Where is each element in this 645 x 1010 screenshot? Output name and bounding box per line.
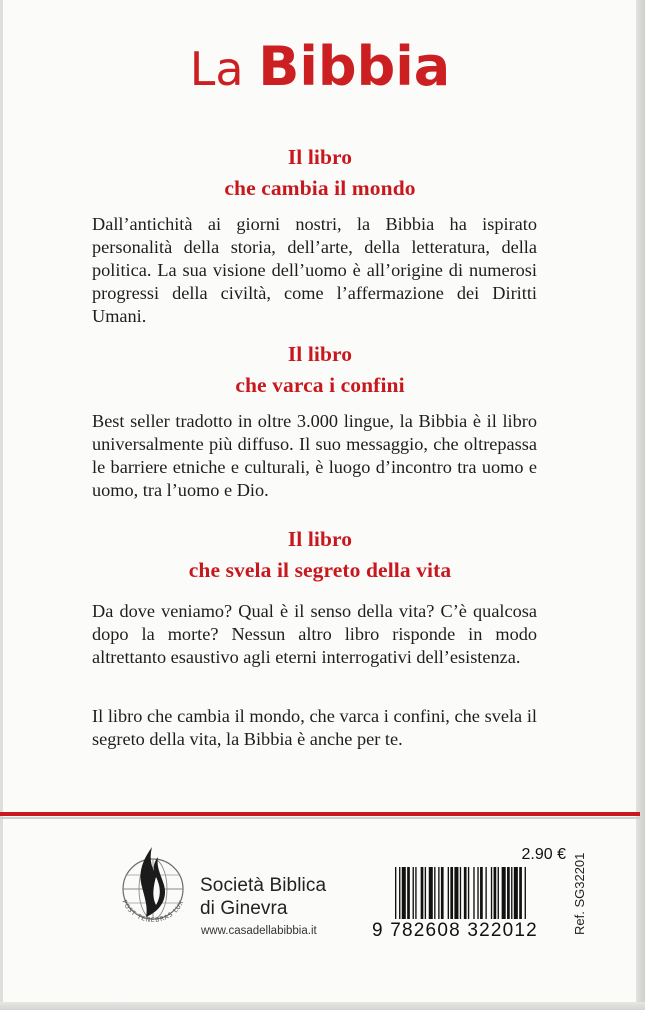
barcode-bar <box>480 867 483 919</box>
barcode-bar <box>413 867 414 919</box>
section-1-text: Dall’antichità ai giorni nostri, la Bibbia ha ispirato personalità della storia, dell’arte, della letteratura, della politica. La sua visione dell’uomo è all’origine di numerosi progressi della civiltà, come l’affermazione dei Diritti Umani. <box>92 214 537 326</box>
publisher-name-line1: Società Biblica <box>200 875 327 896</box>
barcode-bar <box>425 867 426 919</box>
title-article: La <box>189 42 259 96</box>
barcode <box>393 867 565 919</box>
barcode-bar <box>507 867 510 919</box>
publisher-name <box>200 874 326 920</box>
barcode-bar <box>434 867 435 919</box>
section-2-text: Best seller tradotto in oltre 3.000 lingue, la Bibbia è il libro universalmente più diffuso. Il suo messaggio, che oltrepassa le barriere etniche e culturali, è luogo d’incontro tra uomo e uomo, tra l’uomo e Dio. <box>92 411 537 500</box>
isbn-number: 9 782608 322012 <box>372 920 538 941</box>
section-3-heading-line1: Il libro <box>287 527 353 551</box>
barcode-bar <box>448 867 449 919</box>
barcode-bar <box>468 867 469 919</box>
barcode-bar <box>519 867 522 919</box>
barcode-bar <box>464 867 467 919</box>
publisher-name-line2: di Ginevra <box>200 898 288 919</box>
section-1-heading-line2: che cambia il mondo <box>224 176 416 200</box>
barcode-bar <box>395 867 396 919</box>
barcode-bar <box>402 867 406 919</box>
barcode-bar <box>498 867 499 919</box>
barcode-bar <box>421 867 424 919</box>
barcode-bar <box>438 867 439 919</box>
book-title <box>0 35 640 98</box>
publisher-logo-icon <box>112 843 194 933</box>
section-3-heading <box>0 524 640 586</box>
barcode-bar <box>485 867 486 919</box>
barcode-bar <box>514 867 518 919</box>
price-label: 2.90 € <box>521 846 566 863</box>
section-2-heading-line1: Il libro <box>287 342 353 366</box>
footer-divider-shadow <box>0 817 640 819</box>
barcode-bar <box>460 867 461 919</box>
barcode-bar <box>494 867 497 919</box>
barcode-bar <box>407 867 410 919</box>
section-2-heading-line2: che varca i confini <box>235 373 405 397</box>
barcode-bar <box>441 867 444 919</box>
barcode-bar <box>502 867 506 919</box>
barcode-bar <box>491 867 492 919</box>
footer-divider <box>0 812 640 816</box>
barcode-bar <box>415 867 416 919</box>
publisher-url: www.casadellabibbia.it <box>201 925 317 937</box>
section-2-heading <box>0 339 640 401</box>
barcode-bar <box>477 867 478 919</box>
barcode-bar <box>511 867 512 919</box>
barcode-bar <box>399 867 400 919</box>
reference-code: Ref. SG32201 <box>572 852 587 935</box>
barcode-bar <box>473 867 474 919</box>
section-3-heading-line2: che svela il segreto della vita <box>188 558 452 582</box>
cover-bottom-edge <box>0 1002 645 1010</box>
logo-motto: POST TENEBRAS LUX <box>120 899 186 925</box>
barcode-bar <box>454 867 458 919</box>
closing-text: Il libro che cambia il mondo, che varca i confini, che svela il segreto della vita, la Bibbia è anche per te. <box>92 706 537 749</box>
barcode-bar <box>525 867 526 919</box>
barcode-bar <box>429 867 433 919</box>
section-1-heading-line1: Il libro <box>287 145 353 169</box>
section-3-text: Da dove veniamo? Qual è il senso della vita? C’è qualcosa dopo la morte? Nessun altro libro risponde in modo altrettanto esaustivo agli eterni interrogativi dell’esistenza. <box>92 601 537 667</box>
barcode-bar <box>450 867 453 919</box>
section-1-heading <box>0 142 640 204</box>
title-main: Bibbia <box>258 35 451 98</box>
